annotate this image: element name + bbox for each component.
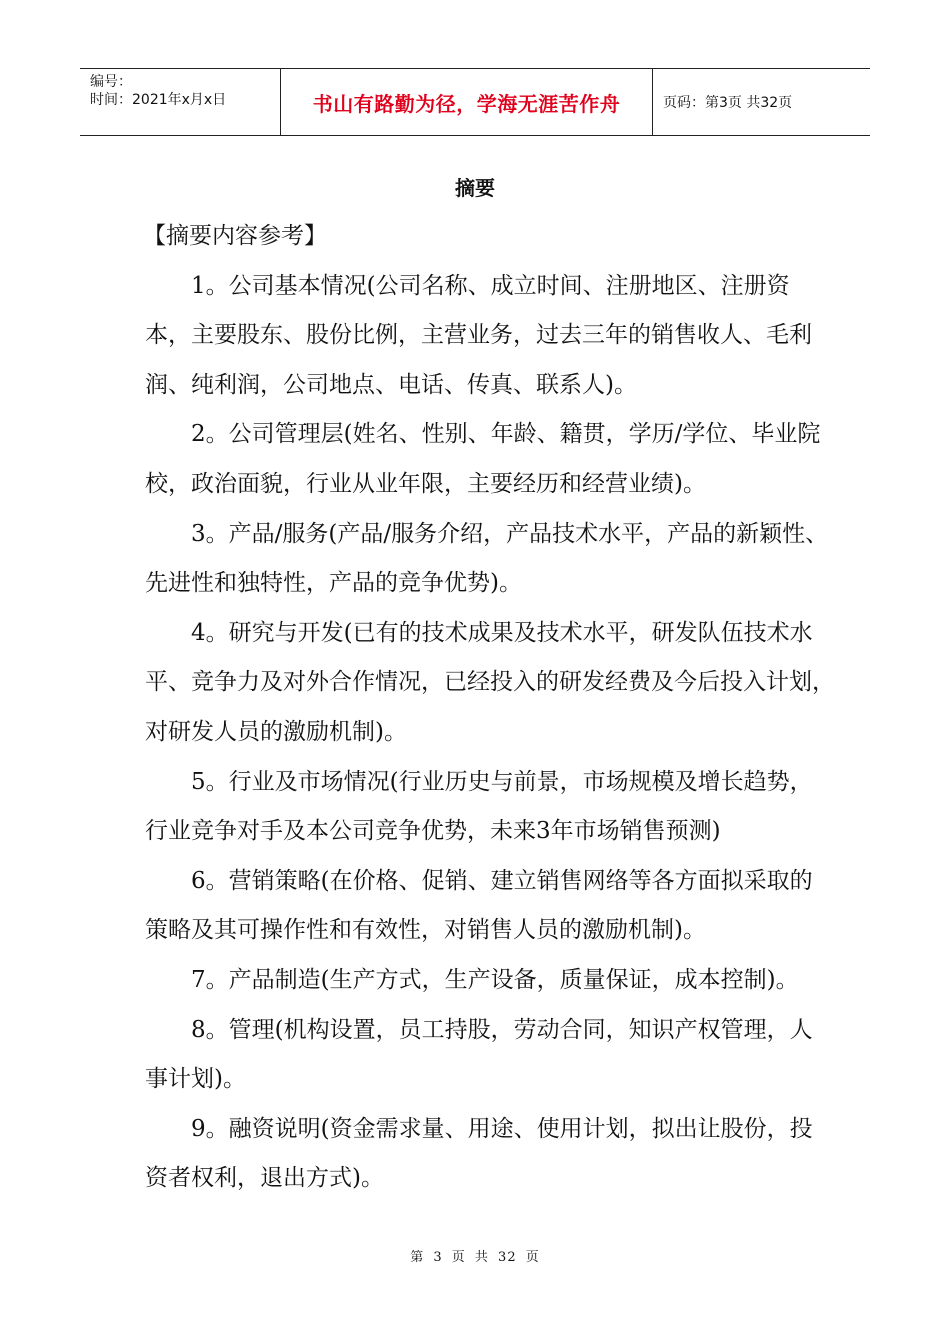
document-time-label: 时间：2021年x月x日 [90,92,227,108]
list-item: 2。公司管理层(姓名、性别、年龄、籍贯，学历/学位、毕业院校，政治面貌，行业从业年限，主要经历和经营业绩)。 [145,421,821,497]
list-item: 4。研究与开发(已有的技术成果及技术水平，研发队伍技术水平、竞争力及对外合作情况，已经投入的研发经费及今后投入计划，对研发人员的激励机制)。 [145,619,835,745]
document-number-label: 编号： [90,74,132,90]
header-page-info: 页码：第3页 共32页 [663,95,793,111]
list-item: 6。营销策略(在价格、促销、建立销售网络等各方面拟采取的策略及其可操作性和有效性，对销售人员的激励机制)。 [145,867,813,944]
document-body [145,212,835,1204]
list-item: 5。行业及市场情况(行业历史与前景，市场规模及增长趋势，行业竞争对手及本公司竞争优势，未来3年市场销售预测) [145,768,813,845]
header-meta [80,69,281,135]
list-item: 3。产品/服务(产品/服务介绍，产品技术水平，产品的新颖性、先进性和独特性，产品的竞争优势)。 [145,520,829,597]
list-item: 9。融资说明(资金需求量、用途、使用计划，拟出让股份，投资者权利，退出方式)。 [145,1115,813,1192]
header-motto: 书山有路勤为径，学海无涯苦作舟 [312,91,621,116]
reference-heading: 【摘要内容参考】 [143,223,327,249]
page-footer: 第 3 页 共 32 页 [410,1250,540,1265]
page-header [80,68,870,136]
list-item: 8。管理(机构设置，员工持股，劳动合同，知识产权管理，人事计划)。 [145,1016,813,1093]
list-item: 7。产品制造(生产方式，生产设备，质量保证，成本控制)。 [191,966,799,993]
header-motto-cell [281,69,653,135]
page-title: 摘要 [455,176,495,200]
list-item: 1。公司基本情况(公司名称、成立时间、注册地区、注册资本，主要股东、股份比例，主营业务，过去三年的销售收人、毛利润、纯利润，公司地点、电话、传真、联系人)。 [145,272,812,398]
